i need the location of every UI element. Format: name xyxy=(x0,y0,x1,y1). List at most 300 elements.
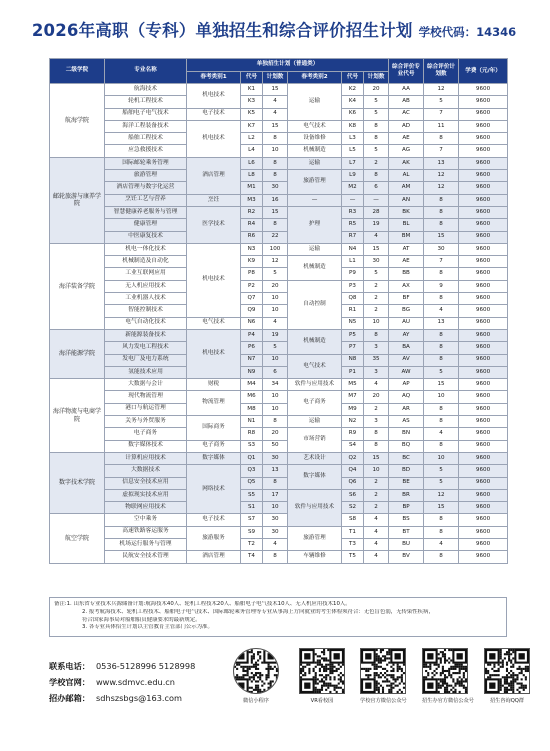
code2-cell: S6 xyxy=(342,489,364,501)
fee-cell: 9600 xyxy=(459,329,508,341)
major-cell: 智慧健康养老服务与管理 xyxy=(105,206,187,218)
code1-cell: R4 xyxy=(241,219,263,231)
code2-cell: P7 xyxy=(342,342,364,354)
num1-cell: 12 xyxy=(263,256,288,268)
cp-code-cell: BK xyxy=(389,206,424,218)
cp-num-cell: 8 xyxy=(424,268,459,280)
code1-cell: K7 xyxy=(241,120,263,132)
num1-cell: 8 xyxy=(263,170,288,182)
major-cell: 无人机应用技术 xyxy=(105,280,187,292)
qr-caption: VR看校园 xyxy=(310,698,334,704)
num1-cell: 10 xyxy=(263,502,288,514)
table-row xyxy=(50,108,508,120)
num2-cell: 4 xyxy=(364,551,389,563)
num2-cell: 2 xyxy=(364,157,389,169)
cp-num-cell: 8 xyxy=(424,526,459,538)
table-row xyxy=(50,157,508,169)
plan-table-body xyxy=(50,84,508,564)
cp-code-cell: BR xyxy=(389,489,424,501)
cp-num-cell: 11 xyxy=(424,120,459,132)
plan-table xyxy=(49,58,508,564)
cp-code-cell: AR xyxy=(389,403,424,415)
num2-cell: 2 xyxy=(364,305,389,317)
cp-num-cell: 12 xyxy=(424,182,459,194)
table-row xyxy=(50,280,508,292)
code1-cell: Q5 xyxy=(241,477,263,489)
cp-num-cell: 15 xyxy=(424,502,459,514)
cp-code-cell: BM xyxy=(389,231,424,243)
code2-cell: L9 xyxy=(342,170,364,182)
cat1-cell: 机电技术 xyxy=(187,243,241,317)
major-cell: 发电厂及电力系统 xyxy=(105,354,187,366)
major-cell: 电气自动化技术 xyxy=(105,317,187,329)
num2-cell: 8 xyxy=(364,440,389,452)
code1-cell: M1 xyxy=(241,182,263,194)
cp-num-cell: 4 xyxy=(424,305,459,317)
phone-label: 联系电话： xyxy=(49,660,90,671)
fee-cell: 9600 xyxy=(459,108,508,120)
num2-cell: 8 xyxy=(364,120,389,132)
table-row xyxy=(50,219,508,231)
code1-cell: N7 xyxy=(241,354,263,366)
cp-num-cell: 5 xyxy=(424,366,459,378)
fee-cell: 9600 xyxy=(459,477,508,489)
cp-num-cell: 8 xyxy=(424,354,459,366)
qr-caption: 学校官方微信公众号 xyxy=(360,698,407,704)
code1-cell: N1 xyxy=(241,416,263,428)
major-cell: 大数据技术 xyxy=(105,465,187,477)
major-cell: 船舶工程技术 xyxy=(105,133,187,145)
cp-num-cell: 8 xyxy=(424,194,459,206)
code1-cell: R8 xyxy=(241,428,263,440)
fee-cell: 9600 xyxy=(459,317,508,329)
cp-code-cell: AD xyxy=(389,120,424,132)
contact-info xyxy=(49,658,219,706)
cat2-cell: 运输 xyxy=(288,84,342,121)
code1-cell: Q7 xyxy=(241,293,263,305)
cat1-cell: 机电技术 xyxy=(187,120,241,157)
cp-code-cell: AM xyxy=(389,182,424,194)
cat2-cell: 机械制造 xyxy=(288,256,342,281)
fee-cell: 9600 xyxy=(459,170,508,182)
code2-cell: T3 xyxy=(342,538,364,550)
cp-num-cell: 4 xyxy=(424,538,459,550)
code1-cell: S7 xyxy=(241,514,263,526)
cat1-cell: 物流管理 xyxy=(187,391,241,416)
code2-cell: P5 xyxy=(342,329,364,341)
cp-code-cell: AX xyxy=(389,280,424,292)
major-cell: 关务与外贸服务 xyxy=(105,416,187,428)
cat1-cell: 酒店管理 xyxy=(187,551,241,563)
cp-code-cell: AU xyxy=(389,317,424,329)
major-cell: 海洋工程装备技术 xyxy=(105,120,187,132)
code2-cell: N2 xyxy=(342,416,364,428)
num1-cell: 10 xyxy=(263,354,288,366)
cp-code-cell: AL xyxy=(389,170,424,182)
cat2-cell: 运输 xyxy=(288,157,342,169)
num1-cell: 20 xyxy=(263,280,288,292)
table-row xyxy=(50,206,508,218)
fee-cell: 9600 xyxy=(459,502,508,514)
code1-cell: M3 xyxy=(241,194,263,206)
num2-cell: 15 xyxy=(364,243,389,255)
fee-cell: 9600 xyxy=(459,342,508,354)
note-line: 3. 各专业具体招生计划以主管教育主管部门公示为准。 xyxy=(82,624,213,631)
major-cell: 旅游管理 xyxy=(105,170,187,182)
cp-code-cell: AK xyxy=(389,157,424,169)
major-cell: 风力发电工程技术 xyxy=(105,342,187,354)
code2-cell: P3 xyxy=(342,280,364,292)
fee-cell: 9600 xyxy=(459,133,508,145)
cat2-cell: 电气技术 xyxy=(288,120,342,132)
title-main: 2026年高职（专科）单独招生和综合评价招生计划 xyxy=(31,21,413,40)
cp-code-cell: AG xyxy=(389,145,424,157)
major-cell: 信息安全技术应用 xyxy=(105,477,187,489)
code2-cell: N5 xyxy=(342,317,364,329)
major-cell: 现代物流管理 xyxy=(105,391,187,403)
cat2-cell: 软件与应用技术 xyxy=(288,379,342,391)
code2-cell: Q6 xyxy=(342,477,364,489)
num1-cell: 8 xyxy=(263,219,288,231)
code1-cell: S1 xyxy=(241,502,263,514)
fee-cell: 9600 xyxy=(459,145,508,157)
num1-cell: 4 xyxy=(263,96,288,108)
code2-cell: — xyxy=(342,194,364,206)
cp-num-cell: 13 xyxy=(424,317,459,329)
major-cell: 物联网应用技术 xyxy=(105,502,187,514)
site-link[interactable]: www.sdmvc.edu.cn xyxy=(95,677,175,687)
cp-num-cell: 8 xyxy=(424,440,459,452)
table-row xyxy=(50,145,508,157)
qr-code-icon xyxy=(484,648,530,694)
table-row xyxy=(50,379,508,391)
mail-label: 招办邮箱： xyxy=(49,692,90,703)
table-row xyxy=(50,514,508,526)
major-cell: 应急救援技术 xyxy=(105,145,187,157)
cp-num-cell: 12 xyxy=(424,170,459,182)
table-row xyxy=(50,428,508,440)
table-row xyxy=(50,403,508,415)
num2-cell: 5 xyxy=(364,268,389,280)
num1-cell: 30 xyxy=(263,452,288,464)
cp-num-cell: 7 xyxy=(424,256,459,268)
major-cell: 酒店管理与数字化运营 xyxy=(105,182,187,194)
num1-cell: 10 xyxy=(263,391,288,403)
num2-cell: 8 xyxy=(364,329,389,341)
table-row xyxy=(50,465,508,477)
major-cell: 电子商务 xyxy=(105,428,187,440)
table-row xyxy=(50,96,508,108)
cp-code-cell: AQ xyxy=(389,391,424,403)
school-code: 学校代码：14346 xyxy=(418,25,517,39)
cp-num-cell: 5 xyxy=(424,96,459,108)
num1-cell: 5 xyxy=(263,268,288,280)
fee-cell: 9600 xyxy=(459,428,508,440)
fee-cell: 9600 xyxy=(459,96,508,108)
header-num1: 计划数 xyxy=(263,72,288,84)
code1-cell: P6 xyxy=(241,342,263,354)
num1-cell: 50 xyxy=(263,440,288,452)
code2-cell: Q4 xyxy=(342,465,364,477)
contact-site-row xyxy=(49,674,219,690)
code2-cell: Q2 xyxy=(342,452,364,464)
cp-num-cell: 7 xyxy=(424,108,459,120)
note-line: 2. 报考航海技术、轮机工程技术、船舶电子电气技术、国际邮轮乘务管理等专业从事海上方向就业的考生体检须符合：无色盲色弱，无传染性疾病， xyxy=(82,608,434,615)
fee-cell: 9600 xyxy=(459,551,508,563)
cp-num-cell: 8 xyxy=(424,329,459,341)
table-row xyxy=(50,293,508,305)
num2-cell: 6 xyxy=(364,182,389,194)
code2-cell: S2 xyxy=(342,502,364,514)
qr-code-icon xyxy=(422,648,468,694)
cat2-cell: 艺术设计 xyxy=(288,452,342,464)
cp-code-cell: AE xyxy=(389,256,424,268)
code2-cell: K2 xyxy=(342,84,364,96)
num2-cell: 30 xyxy=(364,256,389,268)
qr-admission-wechat[interactable] xyxy=(422,648,474,704)
fee-cell: 9600 xyxy=(459,526,508,538)
cp-code-cell: AS xyxy=(389,416,424,428)
cp-code-cell: BQ xyxy=(389,440,424,452)
college-cell: 航海学院 xyxy=(50,84,105,158)
code1-cell: K1 xyxy=(241,84,263,96)
major-cell: 港口与航运管理 xyxy=(105,403,187,415)
cp-code-cell: BE xyxy=(389,477,424,489)
table-row xyxy=(50,526,508,538)
code2-cell: P1 xyxy=(342,366,364,378)
qr-code-icon xyxy=(299,648,345,694)
code2-cell: K8 xyxy=(342,120,364,132)
table-row xyxy=(50,551,508,563)
num1-cell: 13 xyxy=(263,465,288,477)
num1-cell: 4 xyxy=(263,108,288,120)
major-cell: 机械制造及自动化 xyxy=(105,256,187,268)
code1-cell: M8 xyxy=(241,403,263,415)
code2-cell: M7 xyxy=(342,391,364,403)
num2-cell: 4 xyxy=(364,526,389,538)
table-row xyxy=(50,243,508,255)
cp-code-cell: AC xyxy=(389,108,424,120)
cp-num-cell: 8 xyxy=(424,293,459,305)
code1-cell: L4 xyxy=(241,145,263,157)
num2-cell: 2 xyxy=(364,477,389,489)
num2-cell: 28 xyxy=(364,206,389,218)
cat2-cell: 旅游管理 xyxy=(288,170,342,195)
major-cell: 民航安全技术管理 xyxy=(105,551,187,563)
fee-cell: 9600 xyxy=(459,194,508,206)
qr-miniprogram[interactable] xyxy=(233,648,279,704)
code1-cell: R2 xyxy=(241,206,263,218)
qr-school-wechat[interactable] xyxy=(360,648,406,704)
qr-caption: 招生办官方微信公众号 xyxy=(422,698,474,704)
cat1-cell: 医学技术 xyxy=(187,206,241,243)
code1-cell: L6 xyxy=(241,157,263,169)
cat1-cell: 网络技术 xyxy=(187,465,241,514)
fee-cell: 9600 xyxy=(459,182,508,194)
num1-cell: 15 xyxy=(263,84,288,96)
cp-num-cell: 8 xyxy=(424,514,459,526)
num2-cell: 2 xyxy=(364,502,389,514)
cp-code-cell: BG xyxy=(389,305,424,317)
fee-cell: 9600 xyxy=(459,538,508,550)
cp-code-cell: BC xyxy=(389,452,424,464)
num1-cell: 30 xyxy=(263,514,288,526)
table-row xyxy=(50,329,508,341)
code1-cell: K3 xyxy=(241,96,263,108)
college-cell: 航空学院 xyxy=(50,514,105,563)
site-label: 学校官网： xyxy=(49,676,90,687)
cp-num-cell: 15 xyxy=(424,231,459,243)
code2-cell: R3 xyxy=(342,206,364,218)
header-cat2: 春考类别2 xyxy=(288,72,342,84)
num2-cell: 20 xyxy=(364,84,389,96)
table-row xyxy=(50,268,508,280)
cat1-cell: 机电技术 xyxy=(187,329,241,378)
major-cell: 航海技术 xyxy=(105,84,187,96)
cp-num-cell: 7 xyxy=(424,145,459,157)
code1-cell: P8 xyxy=(241,268,263,280)
cat2-cell: 运输 xyxy=(288,416,342,428)
table-row xyxy=(50,342,508,354)
fee-cell: 9600 xyxy=(459,379,508,391)
num1-cell: 15 xyxy=(263,206,288,218)
num2-cell: 8 xyxy=(364,133,389,145)
cp-code-cell: BL xyxy=(389,219,424,231)
code2-cell: L5 xyxy=(342,145,364,157)
cp-num-cell: 8 xyxy=(424,551,459,563)
cp-code-cell: BF xyxy=(389,293,424,305)
num1-cell: 8 xyxy=(263,551,288,563)
code2-cell: S4 xyxy=(342,440,364,452)
fee-cell: 9600 xyxy=(459,391,508,403)
code1-cell: N6 xyxy=(241,317,263,329)
num1-cell: 15 xyxy=(263,120,288,132)
header-code2: 代号 xyxy=(342,72,364,84)
fee-cell: 9600 xyxy=(459,268,508,280)
major-cell: 工业互联网应用 xyxy=(105,268,187,280)
cp-code-cell: BT xyxy=(389,526,424,538)
fee-cell: 9600 xyxy=(459,206,508,218)
major-cell: 虚拟现实技术应用 xyxy=(105,489,187,501)
qr-qq-group[interactable] xyxy=(484,648,530,704)
cat1-cell: 旅游服务 xyxy=(187,526,241,551)
num1-cell: 4 xyxy=(263,538,288,550)
cp-num-cell: 4 xyxy=(424,428,459,440)
qr-code-icon xyxy=(360,648,406,694)
table-row xyxy=(50,391,508,403)
code2-cell: R7 xyxy=(342,231,364,243)
table-row xyxy=(50,84,508,96)
code1-cell: N9 xyxy=(241,366,263,378)
cat2-cell: — xyxy=(288,194,342,206)
cat2-cell: 电气技术 xyxy=(288,354,342,379)
cat1-cell: 烹饪 xyxy=(187,194,241,206)
code2-cell: M9 xyxy=(342,403,364,415)
major-cell: 机场运行服务与管理 xyxy=(105,538,187,550)
fee-cell: 9600 xyxy=(459,219,508,231)
fee-cell: 9600 xyxy=(459,256,508,268)
table-row xyxy=(50,354,508,366)
fee-cell: 9600 xyxy=(459,120,508,132)
note-line: 符合国家海事局对船舶船员健康要求的最新规定。 xyxy=(82,616,201,623)
major-cell: 智能控制技术 xyxy=(105,305,187,317)
num2-cell: 4 xyxy=(364,231,389,243)
num2-cell: 5 xyxy=(364,108,389,120)
qr-caption: 招生咨询QQ群 xyxy=(489,698,525,704)
college-cell: 海洋物流与电商学院 xyxy=(50,379,105,453)
cp-num-cell: 15 xyxy=(424,379,459,391)
code2-cell: T1 xyxy=(342,526,364,538)
mail-link[interactable]: sdhszsbgs@163.com xyxy=(95,693,182,703)
code2-cell: K6 xyxy=(342,108,364,120)
cat2-cell: 车辆维修 xyxy=(288,551,342,563)
major-cell: 健康管理 xyxy=(105,219,187,231)
fee-cell: 9600 xyxy=(459,280,508,292)
num2-cell: — xyxy=(364,194,389,206)
header-major: 专业名称 xyxy=(105,59,187,84)
cp-num-cell: 9 xyxy=(424,280,459,292)
cp-num-cell: 30 xyxy=(424,243,459,255)
num2-cell: 20 xyxy=(364,391,389,403)
fee-cell: 9600 xyxy=(459,489,508,501)
cp-num-cell: 8 xyxy=(424,133,459,145)
cp-num-cell: 13 xyxy=(424,157,459,169)
header-college: 二级学院 xyxy=(50,59,105,84)
table-row xyxy=(50,502,508,514)
qr-vr-campus[interactable] xyxy=(299,648,345,704)
cp-code-cell: AW xyxy=(389,366,424,378)
cp-code-cell: BN xyxy=(389,428,424,440)
table-row xyxy=(50,366,508,378)
code2-cell: N8 xyxy=(342,354,364,366)
num2-cell: 10 xyxy=(364,317,389,329)
table-row xyxy=(50,231,508,243)
cp-code-cell: AY xyxy=(389,329,424,341)
table-row xyxy=(50,440,508,452)
college-cell: 邮轮旅游与康养学院 xyxy=(50,157,105,243)
major-cell: 新能源装备技术 xyxy=(105,329,187,341)
num1-cell: 34 xyxy=(263,379,288,391)
cat2-cell: 机械制造 xyxy=(288,145,342,157)
major-cell: 空中乘务 xyxy=(105,514,187,526)
num1-cell: 6 xyxy=(263,366,288,378)
fee-cell: 9600 xyxy=(459,305,508,317)
cat1-cell: 电子技术 xyxy=(187,514,241,526)
num1-cell: 10 xyxy=(263,145,288,157)
header-code1: 代号 xyxy=(241,72,263,84)
table-row xyxy=(50,120,508,132)
phone-value[interactable]: 0536-5128996 5128998 xyxy=(95,661,196,671)
table-row xyxy=(50,489,508,501)
header-fee: 学费（元/年） xyxy=(459,59,508,84)
num2-cell: 15 xyxy=(364,452,389,464)
fee-cell: 9600 xyxy=(459,231,508,243)
contact-phone-row xyxy=(49,658,219,674)
code1-cell: T2 xyxy=(241,538,263,550)
code1-cell: Q9 xyxy=(241,305,263,317)
qr-caption: 微信小程序 xyxy=(243,698,269,704)
num2-cell: 2 xyxy=(364,403,389,415)
code2-cell: L3 xyxy=(342,133,364,145)
num2-cell: 35 xyxy=(364,354,389,366)
num2-cell: 3 xyxy=(364,366,389,378)
code1-cell: M6 xyxy=(241,391,263,403)
code1-cell: P4 xyxy=(241,329,263,341)
major-cell: 数字媒体技术 xyxy=(105,440,187,452)
num2-cell: 19 xyxy=(364,219,389,231)
fee-cell: 9600 xyxy=(459,293,508,305)
cat1-cell: 电子商务 xyxy=(187,440,241,452)
